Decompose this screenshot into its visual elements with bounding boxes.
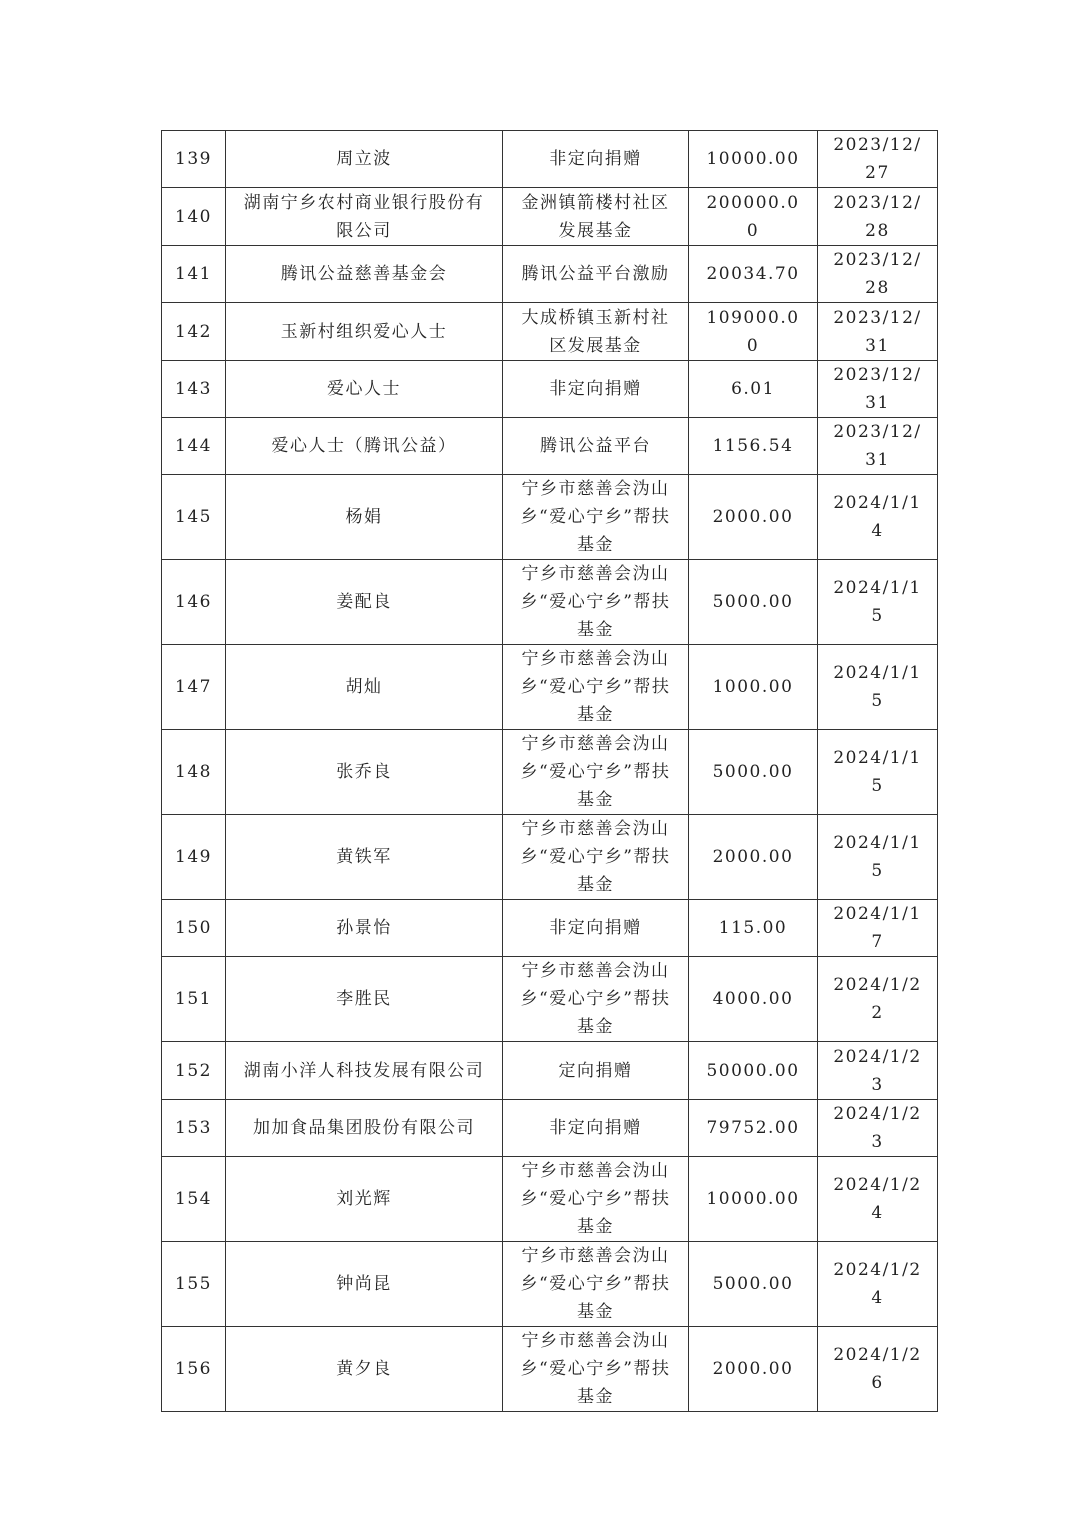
table-row [162,246,938,303]
donation-amount: 10000.00 [689,1157,818,1242]
table-row [162,1042,938,1100]
table-row [162,1242,938,1327]
donor-name: 胡灿 [226,645,503,730]
table-row [162,645,938,730]
row-number: 144 [162,418,226,475]
donation-amount: 109000.00 [689,303,818,361]
table-row [162,1157,938,1242]
donation-purpose: 非定向捐赠 [503,900,689,957]
row-number: 152 [162,1042,226,1100]
donation-amount: 6.01 [689,361,818,418]
donor-name: 黄夕良 [226,1327,503,1412]
table-row [162,418,938,475]
donation-purpose: 非定向捐赠 [503,131,689,188]
donor-name: 周立波 [226,131,503,188]
donor-name: 湖南宁乡农村商业银行股份有限公司 [226,188,503,246]
row-number: 151 [162,957,226,1042]
donor-name: 湖南小洋人科技发展有限公司 [226,1042,503,1100]
donation-date: 2024/1/24 [818,1157,938,1242]
table-row [162,957,938,1042]
donation-amount: 79752.00 [689,1100,818,1157]
donation-purpose: 大成桥镇玉新村社区发展基金 [503,303,689,361]
donation-purpose: 定向捐赠 [503,1042,689,1100]
row-number: 156 [162,1327,226,1412]
donation-date: 2024/1/24 [818,1242,938,1327]
donation-date: 2024/1/15 [818,560,938,645]
donation-purpose: 腾讯公益平台激励 [503,246,689,303]
row-number: 146 [162,560,226,645]
donation-amount: 1156.54 [689,418,818,475]
donor-name: 加加食品集团股份有限公司 [226,1100,503,1157]
donation-amount: 50000.00 [689,1042,818,1100]
donation-amount: 2000.00 [689,475,818,560]
row-number: 141 [162,246,226,303]
donation-amount: 2000.00 [689,1327,818,1412]
table-row [162,1100,938,1157]
row-number: 143 [162,361,226,418]
row-number: 145 [162,475,226,560]
donation-amount: 200000.00 [689,188,818,246]
donor-name: 爱心人士 [226,361,503,418]
row-number: 153 [162,1100,226,1157]
donation-purpose: 宁乡市慈善会沩山乡“爱心宁乡”帮扶基金 [503,475,689,560]
donation-date: 2024/1/17 [818,900,938,957]
donation-purpose: 宁乡市慈善会沩山乡“爱心宁乡”帮扶基金 [503,957,689,1042]
row-number: 148 [162,730,226,815]
donation-purpose: 非定向捐赠 [503,1100,689,1157]
donation-date: 2023/12/28 [818,188,938,246]
row-number: 142 [162,303,226,361]
row-number: 154 [162,1157,226,1242]
donation-amount: 1000.00 [689,645,818,730]
table-row [162,475,938,560]
donor-name: 孙景怡 [226,900,503,957]
donation-amount: 4000.00 [689,957,818,1042]
donation-date: 2024/1/15 [818,815,938,900]
row-number: 139 [162,131,226,188]
donor-name: 黄铁军 [226,815,503,900]
table-row [162,361,938,418]
donation-table [161,130,938,1412]
donation-date: 2024/1/23 [818,1042,938,1100]
table-row [162,131,938,188]
donor-name: 爱心人士（腾讯公益） [226,418,503,475]
donation-amount: 115.00 [689,900,818,957]
row-number: 149 [162,815,226,900]
donation-date: 2024/1/15 [818,645,938,730]
donation-amount: 5000.00 [689,730,818,815]
donation-date: 2023/12/31 [818,418,938,475]
table-row [162,1327,938,1412]
row-number: 147 [162,645,226,730]
donation-purpose: 宁乡市慈善会沩山乡“爱心宁乡”帮扶基金 [503,560,689,645]
donation-date: 2024/1/14 [818,475,938,560]
donation-purpose: 腾讯公益平台 [503,418,689,475]
donation-purpose: 宁乡市慈善会沩山乡“爱心宁乡”帮扶基金 [503,815,689,900]
donation-amount: 2000.00 [689,815,818,900]
donor-name: 刘光辉 [226,1157,503,1242]
donation-amount: 5000.00 [689,560,818,645]
donation-date: 2024/1/22 [818,957,938,1042]
donation-amount: 5000.00 [689,1242,818,1327]
table-row [162,560,938,645]
table-row [162,730,938,815]
donation-date: 2023/12/27 [818,131,938,188]
donor-name: 腾讯公益慈善基金会 [226,246,503,303]
donor-name: 张乔良 [226,730,503,815]
donation-date: 2024/1/23 [818,1100,938,1157]
row-number: 155 [162,1242,226,1327]
donation-date: 2023/12/31 [818,303,938,361]
donation-purpose: 宁乡市慈善会沩山乡“爱心宁乡”帮扶基金 [503,645,689,730]
table-row [162,815,938,900]
donor-name: 姜配良 [226,560,503,645]
donation-purpose: 宁乡市慈善会沩山乡“爱心宁乡”帮扶基金 [503,1242,689,1327]
donation-date: 2023/12/31 [818,361,938,418]
donation-date: 2023/12/28 [818,246,938,303]
donor-name: 玉新村组织爱心人士 [226,303,503,361]
row-number: 140 [162,188,226,246]
donation-date: 2024/1/26 [818,1327,938,1412]
donation-purpose: 金洲镇箭楼村社区发展基金 [503,188,689,246]
donor-name: 李胜民 [226,957,503,1042]
donation-amount: 10000.00 [689,131,818,188]
donor-name: 钟尚昆 [226,1242,503,1327]
donation-purpose: 宁乡市慈善会沩山乡“爱心宁乡”帮扶基金 [503,730,689,815]
donation-purpose: 非定向捐赠 [503,361,689,418]
donor-name: 杨娟 [226,475,503,560]
donation-purpose: 宁乡市慈善会沩山乡“爱心宁乡”帮扶基金 [503,1157,689,1242]
table-row [162,900,938,957]
table-row [162,188,938,246]
row-number: 150 [162,900,226,957]
donation-amount: 20034.70 [689,246,818,303]
donation-purpose: 宁乡市慈善会沩山乡“爱心宁乡”帮扶基金 [503,1327,689,1412]
table-row [162,303,938,361]
donation-date: 2024/1/15 [818,730,938,815]
